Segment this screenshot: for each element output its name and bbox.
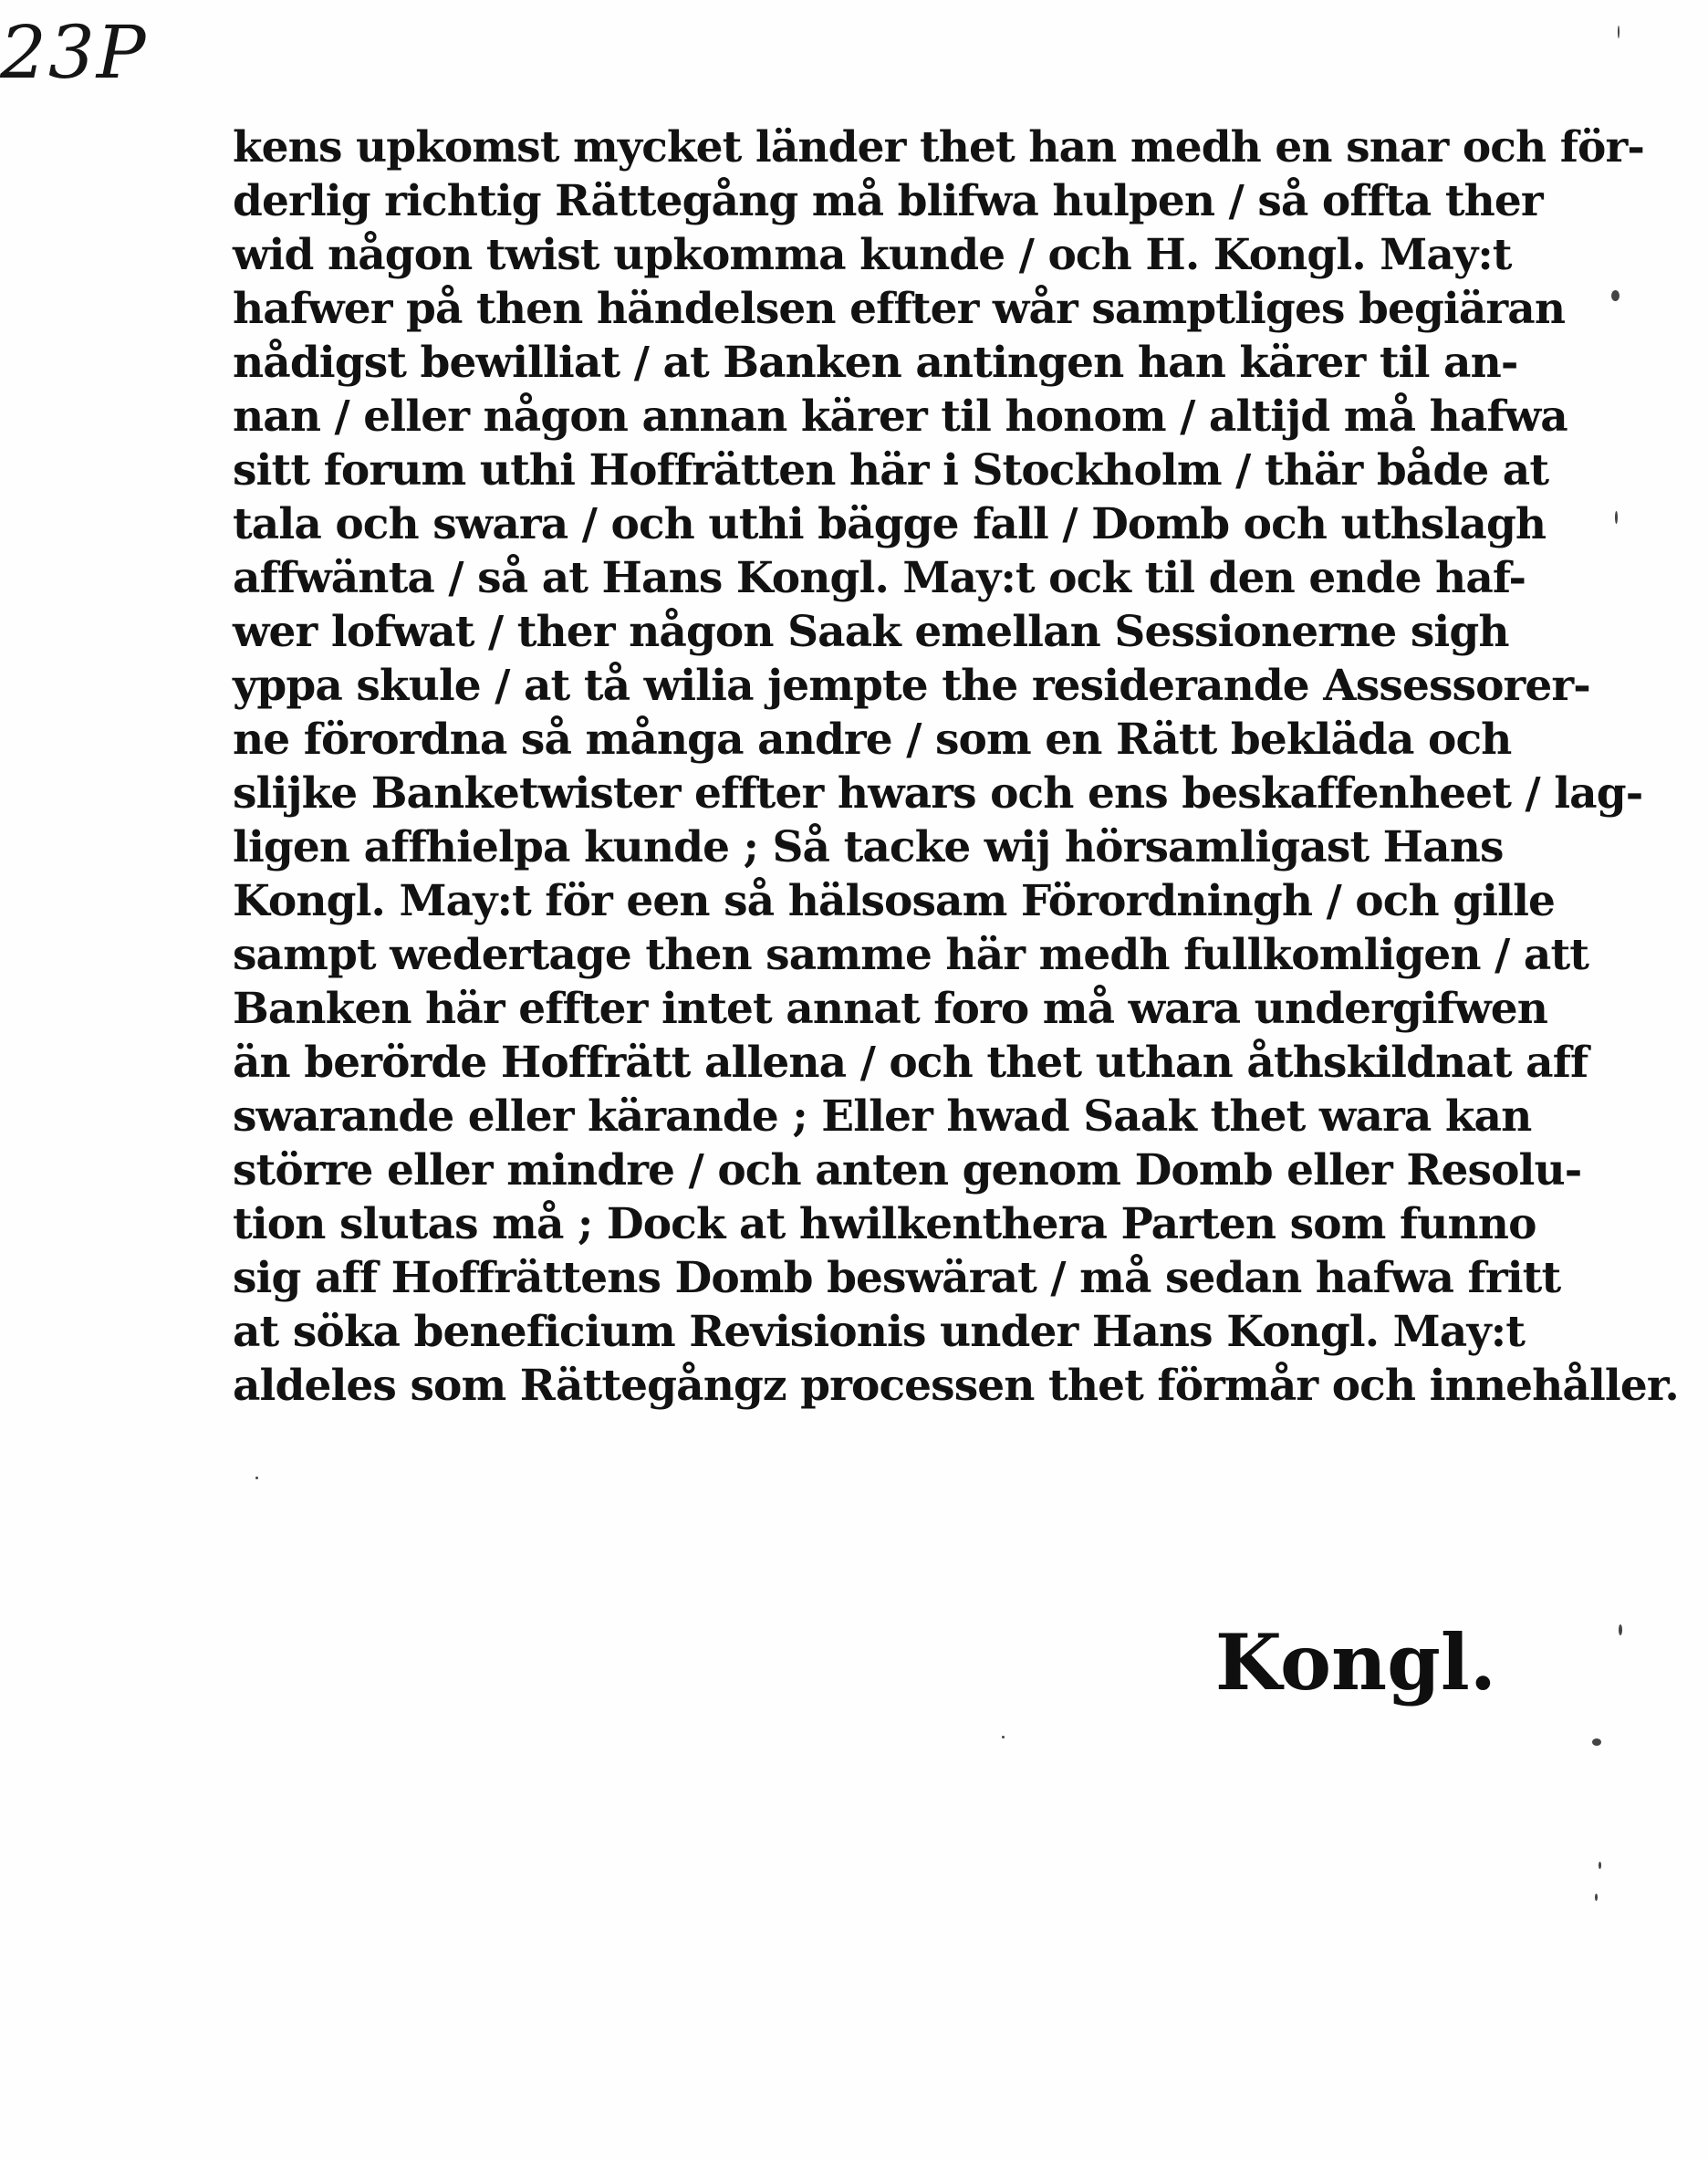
text-line: at söka beneficium Revisionis under Hans Kongl. May:t [233, 1307, 1526, 1357]
scan-speck [1592, 1738, 1601, 1746]
text-line: slijke Banketwister effter hwars och ens beskaffenheet / lag- [233, 768, 1643, 819]
text-line: ne förordna så många andre / som en Rätt bekläda och [233, 715, 1512, 765]
text-line: än berörde Hoffrätt allena / och thet uthan åthskildnat aff [233, 1038, 1588, 1088]
text-line: sig aff Hoffrättens Domb beswärat / må sedan hafwa fritt [233, 1253, 1561, 1303]
text-line: ligen affhielpa kunde ; Så tacke wij hörsamligast Hans [233, 822, 1504, 872]
text-line: sampt wedertage then samme här medh fullkomligen / att [233, 930, 1589, 980]
text-line: affwänta / så at Hans Kongl. May:t ock til den ende haf- [233, 553, 1526, 603]
text-line: större eller mindre / och anten genom Domb eller Resolu- [233, 1145, 1582, 1195]
text-line: wer lofwat / ther någon Saak emellan Sessionerne sigh [233, 607, 1509, 657]
text-line: nan / eller någon annan kärer til honom / altijd må hafwa [233, 391, 1567, 442]
text-line: nådigst bewilliat / at Banken antingen han kärer til an- [233, 338, 1518, 388]
scan-speck [1002, 1736, 1005, 1738]
text-line: yppa skule / at tå wilia jempte the residerande Assessorer- [233, 661, 1590, 711]
scan-speck [1618, 26, 1619, 38]
text-line: tion slutas må ; Dock at hwilkenthera Parten som funno [233, 1199, 1536, 1249]
scan-speck [1599, 1862, 1601, 1869]
text-line: swarande eller kärande ; Eller hwad Saak thet wara kan [233, 1091, 1532, 1142]
text-line: hafwer på then händelsen effter wår samptliges begiäran [233, 284, 1566, 334]
catchword: Kongl. [1214, 1617, 1496, 1707]
text-line: derlig richtig Rättegång må blifwa hulpen / så offta ther [233, 176, 1543, 226]
scan-speck [1595, 1894, 1598, 1901]
scan-speck [255, 1477, 258, 1479]
text-line: sitt forum uthi Hoffrätten här i Stockholm / thär både at [233, 445, 1549, 496]
text-line: kens upkomst mycket länder thet han medh en snar och för- [233, 122, 1644, 172]
body-text [233, 120, 1679, 1413]
scan-speck [1611, 290, 1619, 301]
text-line: Banken här effter intet annat foro må wara undergifwen [233, 984, 1548, 1034]
text-line: Kongl. May:t för een så hälsosam Förordningh / och gille [233, 876, 1556, 926]
text-line: tala och swara / och uthi bägge fall / Domb och uthslagh [233, 499, 1547, 549]
folio-number: 23P [0, 10, 148, 95]
scan-speck [1619, 1624, 1622, 1635]
text-line: aldeles som Rättegångz processen thet förmår och innehåller. [233, 1361, 1679, 1411]
scan-speck [1615, 511, 1618, 524]
text-line: wid någon twist upkomma kunde / och H. Kongl. May:t [233, 230, 1512, 280]
